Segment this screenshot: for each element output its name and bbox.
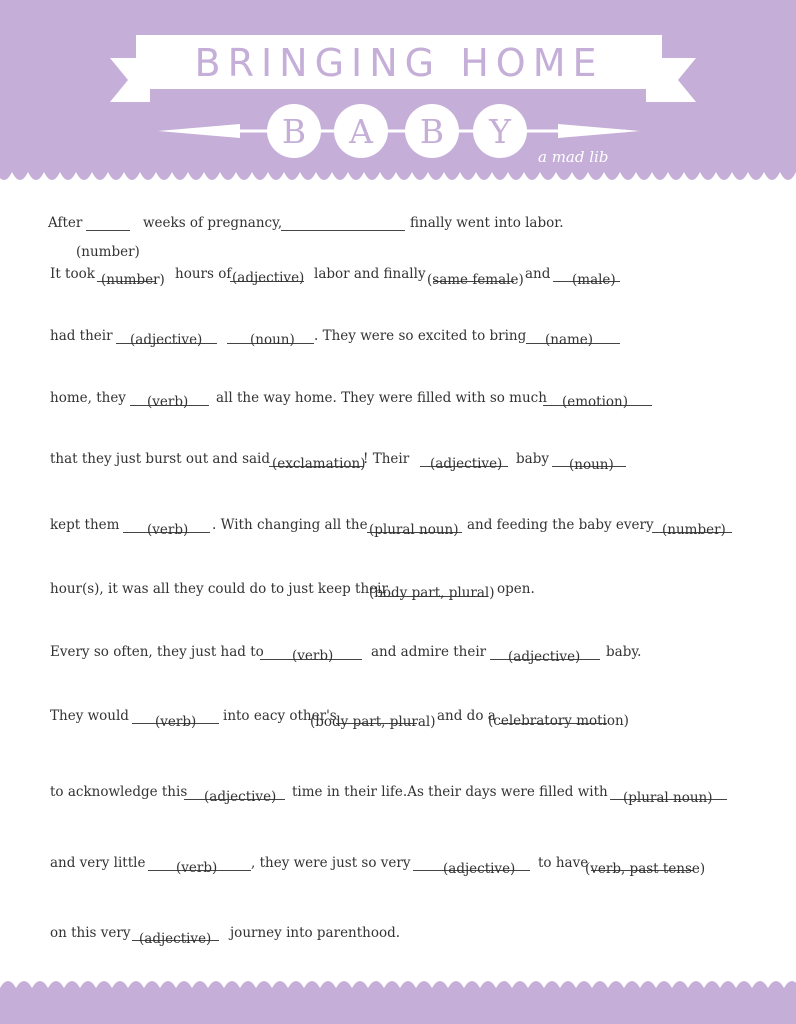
madlib-text: to have xyxy=(538,855,589,871)
blank-label: (noun) xyxy=(569,457,614,473)
madlib-text: and very little xyxy=(50,855,146,871)
blank-label: (male) xyxy=(572,272,616,288)
blank-label: (verb, past tense) xyxy=(585,861,706,877)
madlib-text: all the way home. They were filled with so much xyxy=(216,390,547,406)
blank-label: (adjective) xyxy=(232,270,305,286)
baby-letter: Y xyxy=(489,112,511,151)
blank-label: (name) xyxy=(545,332,594,348)
blank-label: (adjective) xyxy=(443,861,516,877)
madlib-text: open. xyxy=(497,581,535,597)
blank-label: (adjective) xyxy=(204,789,277,805)
madlib-text: and feeding the baby every xyxy=(467,517,654,533)
blank-label: (celebratory motion) xyxy=(488,713,629,729)
baby-letter: A xyxy=(349,112,373,151)
fill-in-blank[interactable] xyxy=(86,230,130,231)
madlib-text: , they were just so very xyxy=(251,855,411,871)
madlib-text: had their xyxy=(50,328,113,344)
blank-label: (verb) xyxy=(155,714,197,730)
madlib-text: baby. xyxy=(606,644,642,660)
blank-label: (number) xyxy=(662,522,726,538)
blank-label: (same female) xyxy=(427,272,524,288)
blank-label: (verb) xyxy=(176,860,218,876)
blank-label: (emotion) xyxy=(562,394,629,410)
madlib-text: into eacy other's xyxy=(223,708,337,724)
madlib-text: and do a xyxy=(437,708,496,724)
madlib-text: . They were so excited to bring xyxy=(314,328,527,344)
madlib-text: baby xyxy=(516,451,549,467)
madlib-text: Every so often, they just had to xyxy=(50,644,264,660)
madlib-text: It took xyxy=(50,266,95,282)
blank-label: (plural noun) xyxy=(623,790,713,806)
blank-label: (verb) xyxy=(147,394,189,410)
subtitle: a mad lib xyxy=(538,148,609,166)
blank-label: (number) xyxy=(101,272,165,288)
madlib-text: After xyxy=(48,215,83,231)
madlib-text: to acknowledge this xyxy=(50,784,188,800)
madlib-text: kept them xyxy=(50,517,120,533)
blank-label: (exclamation) xyxy=(272,456,366,472)
blank-label: (adjective) xyxy=(430,456,503,472)
madlib-text: They would xyxy=(50,708,129,724)
madlib-text: labor and finally xyxy=(314,266,426,282)
blank-label: (plural noun) xyxy=(369,522,459,538)
baby-letter: B xyxy=(419,112,445,151)
madlib-text: . With changing all the xyxy=(212,517,368,533)
blank-label: (verb) xyxy=(147,522,189,538)
madlib-text: ! Their xyxy=(363,451,410,467)
madlib-text: journey into parenthood. xyxy=(230,925,401,941)
fill-in-blank[interactable] xyxy=(281,230,405,231)
madlib-text: and admire their xyxy=(371,644,487,660)
blank-label: (number) xyxy=(76,244,140,260)
madlib-text: on this very xyxy=(50,925,131,941)
madlib-text: home, they xyxy=(50,390,126,406)
madlib-text: finally went into labor. xyxy=(410,215,564,231)
blank-label: (adjective) xyxy=(130,332,203,348)
madlib-text: that they just burst out and said xyxy=(50,451,271,467)
madlib-text: time in their life.As their days were filled with xyxy=(292,784,608,800)
header-title: BRINGING HOME xyxy=(194,41,604,85)
blank-label: (adjective) xyxy=(508,649,581,665)
baby-letter: B xyxy=(281,112,307,151)
blank-label: (verb) xyxy=(292,648,334,664)
madlib-text: weeks of pregnancy, xyxy=(143,215,283,231)
blank-label: (body part, plural) xyxy=(310,714,436,730)
madlib-text: hours of xyxy=(175,266,232,282)
blank-label: (noun) xyxy=(250,332,295,348)
madlib-text: hour(s), it was all they could do to just keep their xyxy=(50,581,388,597)
madlib-text: and xyxy=(525,266,551,282)
blank-label: (body part, plural) xyxy=(369,585,495,601)
blank-label: (adjective) xyxy=(139,931,212,947)
